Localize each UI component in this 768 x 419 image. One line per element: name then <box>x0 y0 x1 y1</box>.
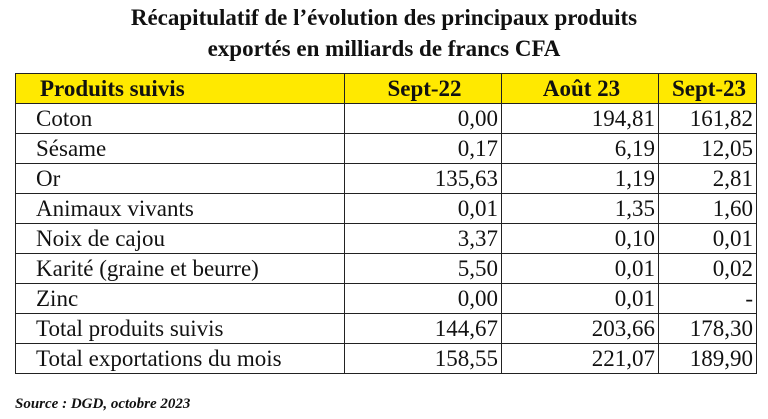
value-sept-22: 0,00 <box>345 104 502 134</box>
header-row <box>16 74 757 104</box>
source-note: Source : DGD, octobre 2023 <box>15 396 191 412</box>
value-sept-22: 135,63 <box>345 164 502 194</box>
product-cell: Coton <box>16 104 345 134</box>
table-row <box>16 104 757 134</box>
header-aout-23: Août 23 <box>502 74 659 104</box>
value-aout-23: 1,19 <box>502 164 659 194</box>
value-aout-23: 221,07 <box>502 344 659 374</box>
table-row <box>16 254 757 284</box>
header-sept-22: Sept-22 <box>345 74 502 104</box>
table-row <box>16 164 757 194</box>
value-sept-22: 5,50 <box>345 254 502 284</box>
table-header <box>16 74 757 104</box>
product-cell: Sésame <box>16 134 345 164</box>
value-sept-23: 161,82 <box>659 104 757 134</box>
product-cell: Animaux vivants <box>16 194 345 224</box>
value-sept-23: 178,30 <box>659 314 757 344</box>
table-row <box>16 134 757 164</box>
header-sept-23: Sept-23 <box>659 74 757 104</box>
value-sept-23: 1,60 <box>659 194 757 224</box>
value-sept-23: 189,90 <box>659 344 757 374</box>
value-aout-23: 194,81 <box>502 104 659 134</box>
value-sept-23: 0,01 <box>659 224 757 254</box>
value-sept-22: 158,55 <box>345 344 502 374</box>
table-row <box>16 224 757 254</box>
title-line-2: exportés en milliards de francs CFA <box>207 36 561 61</box>
table-row-total-tracked <box>16 314 757 344</box>
value-sept-22: 0,00 <box>345 284 502 314</box>
table-body <box>16 104 757 374</box>
value-aout-23: 1,35 <box>502 194 659 224</box>
product-cell: Total exportations du mois <box>16 344 345 374</box>
value-aout-23: 6,19 <box>502 134 659 164</box>
table-row-total-exports <box>16 344 757 374</box>
table-row <box>16 194 757 224</box>
product-cell: Total produits suivis <box>16 314 345 344</box>
value-sept-22: 0,17 <box>345 134 502 164</box>
value-sept-22: 144,67 <box>345 314 502 344</box>
product-cell: Or <box>16 164 345 194</box>
value-sept-23: - <box>659 284 757 314</box>
value-sept-22: 3,37 <box>345 224 502 254</box>
value-sept-23: 12,05 <box>659 134 757 164</box>
header-products: Produits suivis <box>16 74 345 104</box>
title-line-1: Récapitulatif de l’évolution des principaux produits <box>130 5 638 30</box>
product-cell: Karité (graine et beurre) <box>16 254 345 284</box>
exports-table <box>15 73 757 374</box>
value-aout-23: 203,66 <box>502 314 659 344</box>
value-aout-23: 0,10 <box>502 224 659 254</box>
product-cell: Zinc <box>16 284 345 314</box>
value-aout-23: 0,01 <box>502 284 659 314</box>
product-cell: Noix de cajou <box>16 224 345 254</box>
table-title <box>0 2 768 64</box>
value-aout-23: 0,01 <box>502 254 659 284</box>
value-sept-23: 0,02 <box>659 254 757 284</box>
value-sept-22: 0,01 <box>345 194 502 224</box>
table-row <box>16 284 757 314</box>
value-sept-23: 2,81 <box>659 164 757 194</box>
